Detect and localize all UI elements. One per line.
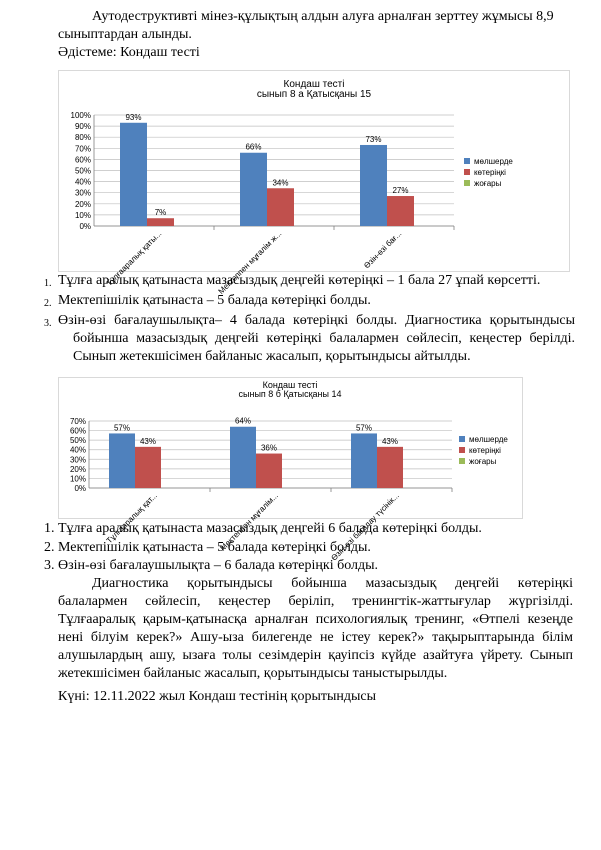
y-tick-label: 0%: [74, 484, 86, 493]
legend-label: көтеріңкі: [474, 168, 506, 177]
conclusion-line-3: Тұлғааралық қарым-қатынасқа арналған психологиялық тренинг, «Өтпелі кезеңде: [58, 612, 573, 627]
legend-label: мөлшерде: [474, 157, 513, 166]
legend-label: жоғары: [474, 179, 502, 188]
conclusion-line-2: балалармен сөйлесіп, кеңестер беріліп, тренингтік-жаттығулар жүргізілді.: [58, 594, 573, 609]
x-tick-label: Тұлғааралық қат...: [104, 491, 159, 546]
legend-swatch: [459, 436, 465, 442]
y-tick-label: 40%: [74, 177, 91, 187]
y-tick-label: 10%: [74, 210, 91, 220]
conclusion-line-5: алушылардың ашу, ызаға толы сезімдерін қауіпсіз күйде азайтуға үйрету. Сынып: [58, 648, 573, 663]
bar-мөлшерде-1: [240, 153, 267, 226]
conclusion-line-4: нені білуім керек?» Ашу-ыза билегенде не істеу керек?» тақырыптарында білім: [58, 630, 573, 645]
x-tick-label: Тұлғааралық қаты...: [104, 229, 164, 288]
list1-num-3: 3.: [44, 318, 52, 329]
legend-label: көтеріңкі: [469, 446, 501, 455]
data-label: 57%: [113, 423, 131, 433]
data-label: 36%: [260, 443, 278, 453]
data-label: 73%: [365, 134, 382, 144]
data-label: 34%: [272, 178, 289, 188]
y-tick-label: 30%: [74, 188, 91, 198]
y-tick-label: 80%: [74, 133, 91, 143]
footer-date-line: Күні: 12.11.2022 жыл Кондаш тестінің қорытындысы: [58, 689, 377, 704]
legend-label: жоғары: [469, 457, 497, 466]
bar-көтеріңкі-1: [267, 188, 294, 226]
list2-item-3: Өзін-өзі бағалаушылықта – 6 балада көтеріңкі болды.: [58, 558, 379, 573]
list2-item-1: Тұлға аралық қатынаста мазасыздық деңгейі 6 балада көтеріңкі болды.: [58, 521, 482, 536]
bar-көтеріңкі-2: [377, 447, 403, 488]
x-tick-label: Өзін-өзі бағалау түсінік...: [329, 491, 401, 563]
bar-мөлшерде-0: [109, 433, 135, 488]
x-tick-label: Мектеппен мұғалім...: [218, 491, 280, 553]
conclusion-line-1: Диагностика қорытындысы бойынша мазасыздық деңгейі көтеріңкі: [92, 576, 573, 591]
legend-swatch: [459, 447, 465, 453]
list1-item-3-line2: бойынша мазасыздық деңгейі көтеріңкі балалармен сөйлесіп, кеңестер берілді.: [73, 331, 575, 346]
legend-swatch: [464, 180, 470, 186]
y-tick-label: 100%: [70, 111, 91, 120]
y-tick-label: 70%: [74, 144, 91, 154]
y-tick-label: 20%: [69, 464, 86, 474]
chart-2-title: Кондаш тесті: [262, 380, 318, 390]
y-tick-label: 50%: [69, 436, 86, 446]
chart-2-subtitle: сынып 8 б Қатысқаны 14: [238, 389, 342, 399]
y-tick-label: 90%: [74, 122, 91, 132]
legend-label: мөлшерде: [469, 435, 508, 444]
list1-item-1: Тұлға аралық қатынаста мазасыздық деңгейі көтеріңкі – 1 бала 27 ұпай көрсетті.: [58, 273, 541, 288]
list2-num-1: 1.: [44, 521, 55, 536]
x-tick-label: Мектеппен мұғалім ж...: [216, 229, 284, 296]
chart-1-subtitle: сынып 8 а Қатысқаны 15: [256, 89, 372, 100]
list1-item-3-line3: Сынып жетекшісімен байланыс жасалып, қорытындысы айтылды.: [73, 349, 471, 364]
legend-swatch: [464, 158, 470, 164]
list1-num-1: 1.: [44, 278, 52, 289]
y-tick-label: 70%: [69, 417, 86, 426]
chart-1-title: Кондаш тесті: [283, 79, 345, 90]
bar-көтеріңкі-1: [256, 454, 282, 488]
list1-item-3-line1: Өзін-өзі бағалаушылықта– 4 балада көтеріңкі болды. Диагностика қорытындысы: [58, 313, 575, 328]
x-tick-label: Өзін-өзі бағ...: [362, 229, 404, 271]
y-tick-label: 0%: [79, 222, 91, 231]
list1-item-2: Мектепішілік қатынаста – 5 балада көтеріңкі болды.: [58, 293, 371, 308]
y-tick-label: 10%: [69, 474, 86, 484]
data-label: 7%: [154, 208, 167, 218]
data-label: 64%: [234, 416, 252, 426]
bar-көтеріңкі-0: [147, 218, 174, 226]
method-line: Әдістеме: Кондаш тесті: [58, 45, 200, 60]
legend-swatch: [459, 458, 465, 464]
data-label: 43%: [381, 436, 399, 446]
y-tick-label: 40%: [69, 445, 86, 455]
y-tick-label: 60%: [74, 155, 91, 165]
list2-num-3: 3.: [44, 558, 55, 573]
y-tick-label: 60%: [69, 426, 86, 436]
bar-мөлшерде-2: [360, 145, 387, 226]
data-label: 66%: [245, 142, 262, 152]
data-label: 43%: [139, 436, 157, 446]
intro-line-2: сыныптардан алынды.: [58, 27, 192, 42]
bar-көтеріңкі-0: [135, 447, 161, 488]
bar-мөлшерде-1: [230, 427, 256, 488]
data-label: 93%: [125, 112, 142, 122]
bar-мөлшерде-2: [351, 433, 377, 488]
data-label: 57%: [355, 423, 373, 433]
data-label: 27%: [392, 186, 409, 196]
legend-swatch: [464, 169, 470, 175]
bar-көтеріңкі-2: [387, 196, 414, 226]
list2-num-2: 2.: [44, 540, 55, 555]
y-tick-label: 20%: [74, 199, 91, 209]
conclusion-line-6: жетекшісімен байланыс жасалып, қорытындысы таныстырылды.: [58, 666, 448, 681]
y-tick-label: 50%: [74, 166, 91, 176]
bar-мөлшерде-0: [120, 123, 147, 226]
list2-item-2: Мектепішілік қатынаста – 5 балада көтеріңкі болды.: [58, 540, 371, 555]
list1-num-2: 2.: [44, 298, 52, 309]
intro-line-1: Аутодеструктивті мінез-құлықтың алдын алуға арналған зерттеу жұмысы 8,9: [92, 9, 554, 24]
y-tick-label: 30%: [69, 455, 86, 465]
